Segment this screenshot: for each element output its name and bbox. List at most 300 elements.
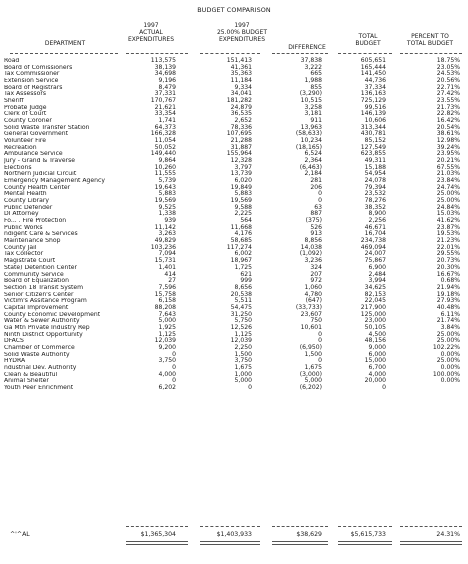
department-name: Ambulance Service	[4, 151, 63, 158]
total-budget: 125,000	[360, 310, 386, 318]
department-name: Senior Citizen's Center	[4, 291, 74, 298]
actual-expenditures: 12,039	[154, 337, 176, 345]
department-name: Clerk of Court	[4, 111, 47, 118]
total-budget: 6,700	[368, 363, 386, 371]
header-total-budget: TOTAL BUDGET	[355, 33, 381, 47]
budget-expenditures: 18,967	[230, 257, 252, 265]
percent-to-total: 23.05%	[436, 63, 460, 71]
actual-expenditures: 0	[172, 377, 176, 385]
table-row	[0, 385, 468, 392]
difference: 1,500	[304, 350, 322, 358]
actual-expenditures: 21,621	[154, 103, 176, 111]
department-name: Board of Registrars	[4, 84, 63, 91]
double-rule-budget	[200, 541, 260, 545]
header-rule-budget	[200, 53, 260, 54]
actual-expenditures: 10,260	[154, 163, 176, 171]
percent-to-total: 0.00%	[440, 377, 460, 385]
difference: (3,000)	[299, 370, 322, 378]
difference: 23,607	[300, 310, 322, 318]
budget-expenditures: 1,725	[234, 263, 252, 271]
budget-expenditures: 12,328	[230, 157, 252, 165]
actual-expenditures: 15,731	[154, 257, 176, 265]
difference: 281	[310, 177, 322, 185]
percent-to-total: 16.42%	[436, 117, 460, 125]
difference: 750	[310, 317, 322, 325]
actual-expenditures: 7,094	[158, 250, 176, 258]
totals-rule-actual	[126, 526, 188, 527]
budget-expenditures: 6,002	[234, 250, 252, 258]
total-budget: 217,900	[360, 303, 386, 311]
total-budget: 99,516	[364, 103, 386, 111]
difference: 665	[310, 70, 322, 78]
table-row	[0, 185, 468, 192]
actual-expenditures: 33,354	[154, 110, 176, 118]
totals-budget: $1,403,933	[216, 531, 252, 538]
percent-to-total: 27.42%	[436, 90, 460, 98]
table-row	[0, 352, 468, 359]
total-budget: 15,188	[364, 163, 386, 171]
percent-to-total: 0.68%	[440, 277, 460, 285]
actual-expenditures: 1,125	[158, 330, 176, 338]
table-row	[0, 365, 468, 372]
total-budget: 46,671	[364, 223, 386, 231]
budget-expenditures: 12,526	[230, 323, 252, 331]
difference: 206	[310, 183, 322, 191]
percent-to-total: 20.54%	[436, 123, 460, 131]
budget-expenditures: 1,500	[234, 350, 252, 358]
department-name: Community Service	[4, 271, 64, 278]
header-difference: DIFFERENCE	[288, 44, 326, 51]
total-budget: 34,625	[364, 283, 386, 291]
percent-to-total: 39.24%	[436, 143, 460, 151]
actual-expenditures: 11,142	[154, 223, 176, 231]
total-budget: 23,532	[364, 190, 386, 198]
total-budget: 38,352	[364, 203, 386, 211]
department-name: Elections	[4, 164, 32, 171]
total-budget: 23,000	[364, 317, 386, 325]
actual-expenditures: 149,440	[150, 150, 176, 158]
actual-expenditures: 5,739	[158, 177, 176, 185]
budget-expenditures: 5,750	[234, 317, 252, 325]
department-name: Water & Sewer Authority	[4, 318, 80, 325]
actual-expenditures: 170,767	[150, 97, 176, 105]
difference: (6,950)	[299, 343, 322, 351]
difference: 8,856	[304, 237, 322, 245]
department-name: Maintenance Shop	[4, 238, 61, 245]
department-name: Tax Commissioner	[4, 71, 60, 78]
actual-expenditures: 34,698	[154, 70, 176, 78]
budget-expenditures: 117,274	[226, 243, 252, 251]
budget-expenditures: 12,039	[230, 337, 252, 345]
difference: 2,184	[304, 170, 322, 178]
percent-to-total: 23.55%	[436, 97, 460, 105]
table-row	[0, 111, 468, 118]
budget-expenditures: 5,883	[234, 190, 252, 198]
actual-expenditures: 103,236	[150, 243, 176, 251]
actual-expenditures: 3,263	[158, 230, 176, 238]
actual-expenditures: 414	[164, 270, 176, 278]
budget-expenditures: 36,535	[230, 110, 252, 118]
actual-expenditures: 9,864	[158, 157, 176, 165]
budget-expenditures: 5,511	[234, 297, 252, 305]
budget-expenditures: 1,675	[234, 363, 252, 371]
department-name: Probate Judge	[4, 104, 47, 111]
difference: 887	[310, 210, 322, 218]
difference: 324	[310, 263, 322, 271]
actual-expenditures: 0	[172, 363, 176, 371]
actual-expenditures: 9,200	[158, 343, 176, 351]
table-row	[0, 245, 468, 252]
header-rule-actual	[126, 53, 188, 54]
actual-expenditures: 8,479	[158, 83, 176, 91]
total-budget: 141,450	[360, 70, 386, 78]
budget-expenditures: 31,887	[230, 143, 252, 151]
percent-to-total: 25.00%	[436, 197, 460, 205]
percent-to-total: 20.21%	[436, 157, 460, 165]
total-budget: 6,900	[368, 263, 386, 271]
budget-expenditures: 11,184	[230, 77, 252, 85]
header-budget-expenditures: 1997 25.00% BUDGET EXPENDITURES	[216, 22, 268, 43]
percent-to-total: 18.75%	[436, 57, 460, 64]
department-name: Public Works	[4, 224, 43, 231]
percent-to-total: 21.23%	[436, 237, 460, 245]
total-budget: 9,000	[368, 343, 386, 351]
totals-actual: $1,365,304	[140, 531, 176, 538]
department-name: Chamber of Commerce	[4, 344, 75, 351]
department-name: Extension Service	[4, 78, 59, 85]
total-budget: 313,344	[360, 123, 386, 131]
difference: 913	[310, 230, 322, 238]
actual-expenditures: 11,555	[154, 170, 176, 178]
total-budget: 8,900	[368, 210, 386, 218]
total-budget: 127,549	[360, 143, 386, 151]
difference: 3,236	[304, 257, 322, 265]
actual-expenditures: 1,925	[158, 323, 176, 331]
difference: 10,515	[300, 97, 322, 105]
percent-to-total: 25.00%	[436, 337, 460, 345]
difference: (1,092)	[299, 250, 322, 258]
budget-expenditures: 621	[240, 270, 252, 278]
percent-to-total: 21.73%	[436, 103, 460, 111]
department-name: DFACS	[4, 338, 24, 345]
department-name: County Library	[4, 198, 49, 205]
percent-to-total: 20.73%	[436, 257, 460, 265]
actual-expenditures: 38,139	[154, 63, 176, 71]
percent-to-total: 19.18%	[436, 290, 460, 298]
double-rule-total	[338, 541, 392, 545]
budget-expenditures: 1,125	[234, 330, 252, 338]
total-budget: 54,954	[364, 170, 386, 178]
difference: 1,988	[304, 77, 322, 85]
percent-to-total: 6.11%	[440, 310, 460, 318]
document-title: BUDGET COMPARISON	[197, 6, 271, 14]
table-row	[0, 325, 468, 332]
percent-to-total: 22.71%	[436, 83, 460, 91]
department-name: Public Defender	[4, 204, 53, 211]
budget-table-body	[0, 58, 468, 392]
total-budget: 50,105	[364, 323, 386, 331]
total-budget: 20,000	[364, 377, 386, 385]
total-budget: 0	[382, 383, 386, 391]
department-name: County Coroner	[4, 118, 52, 125]
actual-expenditures: 5,000	[158, 317, 176, 325]
table-row	[0, 198, 468, 205]
difference: 10,601	[300, 323, 322, 331]
difference: 37,838	[300, 57, 322, 64]
department-name: Ga Mtn Private Industry Rep	[4, 324, 90, 331]
header-rule-total	[338, 53, 392, 54]
department-name: Tax Assessors	[4, 91, 47, 98]
difference: 911	[310, 117, 322, 125]
percent-to-total: 12.98%	[436, 137, 460, 145]
difference: 855	[310, 83, 322, 91]
total-budget: 136,163	[360, 90, 386, 98]
difference: (6,202)	[299, 383, 322, 391]
total-budget: 430,781	[360, 130, 386, 138]
actual-expenditures: 37,331	[154, 90, 176, 98]
department-name: Capital Improvement	[4, 304, 69, 311]
department-name: Tax Collector	[4, 251, 44, 258]
total-budget: 4,000	[368, 370, 386, 378]
table-row	[0, 345, 468, 352]
total-budget: 44,736	[364, 77, 386, 85]
difference: 207	[310, 270, 322, 278]
budget-expenditures: 9,334	[234, 83, 252, 91]
total-budget: 165,444	[360, 63, 386, 71]
department-name: Emergency Management Agency	[4, 178, 105, 185]
table-row	[0, 292, 468, 299]
totals-rule-difference	[272, 526, 328, 527]
actual-expenditures: 113,575	[150, 57, 176, 64]
table-row	[0, 312, 468, 319]
difference: 0	[318, 197, 322, 205]
department-name: Jury - Grand & Traverse	[4, 158, 76, 165]
difference: (6,463)	[299, 163, 322, 171]
total-budget: 16,704	[364, 230, 386, 238]
percent-to-total: 21.94%	[436, 283, 460, 291]
total-budget: 623,855	[360, 150, 386, 158]
percent-to-total: 21.74%	[436, 317, 460, 325]
actual-expenditures: 166,328	[150, 130, 176, 138]
budget-expenditures: 19,849	[230, 183, 252, 191]
actual-expenditures: 6,202	[158, 383, 176, 391]
percent-to-total: 20.56%	[436, 77, 460, 85]
actual-expenditures: 9,525	[158, 203, 176, 211]
budget-expenditures: 2,250	[234, 343, 252, 351]
actual-expenditures: 88,208	[154, 303, 176, 311]
budget-expenditures: 564	[240, 217, 252, 225]
actual-expenditures: 3,750	[158, 357, 176, 365]
department-name: Volunteer Fire	[4, 138, 47, 145]
percent-to-total: 27.93%	[436, 297, 460, 305]
actual-expenditures: 15,758	[154, 290, 176, 298]
actual-expenditures: 6,158	[158, 297, 176, 305]
total-budget: 85,152	[364, 137, 386, 145]
percent-to-total: 0.00%	[440, 350, 460, 358]
department-name: ndigent Care & Services	[4, 231, 78, 238]
actual-expenditures: 7,596	[158, 283, 176, 291]
totals-row	[0, 530, 468, 540]
budget-expenditures: 41,361	[230, 63, 252, 71]
budget-expenditures: 3,797	[234, 163, 252, 171]
department-name: County Jail	[4, 244, 37, 251]
total-budget: 4,500	[368, 330, 386, 338]
actual-expenditures: 11,054	[154, 137, 176, 145]
percent-to-total: 23.84%	[436, 177, 460, 185]
difference: 0	[318, 330, 322, 338]
department-name: County Economic Development	[4, 311, 101, 318]
department-name: Clean & Beautiful	[4, 371, 58, 378]
budget-expenditures: 5,000	[234, 377, 252, 385]
difference: 2,364	[304, 157, 322, 165]
total-budget: 24,078	[364, 177, 386, 185]
difference: (375)	[305, 217, 322, 225]
total-budget: 82,153	[364, 290, 386, 298]
total-budget: 6,000	[368, 350, 386, 358]
total-budget: 3,994	[368, 277, 386, 285]
budget-expenditures: 11,668	[230, 223, 252, 231]
department-name: State) Detention Center	[4, 264, 78, 271]
actual-expenditures: 4,000	[158, 370, 176, 378]
totals-total-budget: $5,615,733	[350, 531, 386, 538]
budget-expenditures: 151,413	[226, 57, 252, 64]
budget-expenditures: 34,041	[230, 90, 252, 98]
table-row	[0, 372, 468, 379]
percent-to-total: 67.55%	[436, 163, 460, 171]
budget-expenditures: 21,288	[230, 137, 252, 145]
difference: 0	[318, 357, 322, 365]
budget-expenditures: 8,656	[234, 283, 252, 291]
table-row	[0, 78, 468, 85]
budget-expenditures: 1,000	[234, 370, 252, 378]
totals-rule-budget	[200, 526, 260, 527]
total-budget: 2,484	[368, 270, 386, 278]
difference: 3,222	[304, 63, 322, 71]
total-budget: 10,606	[364, 117, 386, 125]
actual-expenditures: 19,569	[154, 197, 176, 205]
total-budget: 49,311	[364, 157, 386, 165]
percent-to-total: 24.74%	[436, 183, 460, 191]
percent-to-total: 21.03%	[436, 170, 460, 178]
budget-expenditures: 13,739	[230, 170, 252, 178]
total-budget: 22,045	[364, 297, 386, 305]
percent-to-total: 22.82%	[436, 110, 460, 118]
actual-expenditures: 64,373	[154, 123, 176, 131]
department-name: Solid Waste Authority	[4, 351, 70, 358]
actual-expenditures: 1,401	[158, 263, 176, 271]
table-row	[0, 205, 468, 212]
budget-expenditures: 6,020	[234, 177, 252, 185]
percent-to-total: 25.00%	[436, 190, 460, 198]
header-actual-expenditures: 1997 ACTUAL EXPENDITURES	[127, 22, 174, 43]
table-row	[0, 158, 468, 165]
budget-expenditures: 999	[240, 277, 252, 285]
difference: (33,733)	[295, 303, 322, 311]
header-percent-to-total: PERCENT TO TOTAL BUDGET	[406, 33, 454, 47]
header-rule-department	[10, 53, 118, 54]
department-name: Youth Peer Enrichment	[4, 384, 74, 391]
department-name: Sheriff	[4, 98, 24, 105]
difference: (58,633)	[295, 130, 322, 138]
table-row	[0, 265, 468, 272]
department-name: Fo... . Fire Protection	[4, 218, 67, 225]
department-name: Magistrate Court	[4, 258, 56, 265]
header-rule-difference	[272, 53, 328, 54]
header-department: DEPARTMENT	[44, 40, 86, 47]
percent-to-total: 40.48%	[436, 303, 460, 311]
percent-to-total: 16.67%	[436, 270, 460, 278]
department-name: General Government	[4, 131, 68, 138]
department-name: Board of Comissioners	[4, 64, 73, 71]
total-budget: 146,139	[360, 110, 386, 118]
table-row	[0, 378, 468, 385]
difference: 0	[318, 337, 322, 345]
difference: 63	[314, 203, 322, 211]
percent-to-total: 0.00%	[440, 363, 460, 371]
total-budget: 75,867	[364, 257, 386, 265]
difference: (3,290)	[299, 90, 322, 98]
total-budget: 605,651	[360, 57, 386, 64]
difference: 1,060	[304, 283, 322, 291]
budget-expenditures: 2,225	[234, 210, 252, 218]
table-row	[0, 171, 468, 178]
budget-expenditures: 54,475	[230, 303, 252, 311]
difference: 4,780	[304, 290, 322, 298]
total-budget: 37,334	[364, 83, 386, 91]
actual-expenditures: 1,741	[158, 117, 176, 125]
total-budget: 78,276	[364, 197, 386, 205]
department-name: Section 18 Transit System	[4, 284, 84, 291]
difference: 13,963	[300, 123, 322, 131]
actual-expenditures: 9,196	[158, 77, 176, 85]
difference: (18,165)	[295, 143, 322, 151]
total-budget: 234,738	[360, 237, 386, 245]
department-name: Recreation	[4, 144, 37, 151]
budget-expenditures: 31,250	[230, 310, 252, 318]
percent-to-total: 23.87%	[436, 223, 460, 231]
department-name: Animal Shelter	[4, 378, 49, 385]
budget-expenditures: 20,538	[230, 290, 252, 298]
table-row	[0, 211, 468, 218]
difference: 972	[310, 277, 322, 285]
total-budget: 15,000	[364, 357, 386, 365]
budget-expenditures: 24,879	[230, 103, 252, 111]
table-row	[0, 358, 468, 365]
difference: 1,675	[304, 363, 322, 371]
totals-rule-total	[338, 526, 392, 527]
difference: 3,258	[304, 103, 322, 111]
budget-expenditures: 19,569	[230, 197, 252, 205]
total-budget: 24,007	[364, 250, 386, 258]
table-row	[0, 225, 468, 232]
header-rule-percent	[400, 53, 462, 54]
percent-to-total: 25.00%	[436, 330, 460, 338]
percent-to-total: 24.84%	[436, 203, 460, 211]
department-name: Ninth District Opportunity	[4, 331, 83, 338]
department-name: Solid Waste Transfer Station	[4, 124, 90, 131]
total-budget: 48,156	[364, 337, 386, 345]
department-name: County Health Center	[4, 184, 71, 191]
budget-expenditures: 58,685	[230, 237, 252, 245]
total-budget: 725,129	[360, 97, 386, 105]
budget-expenditures: 9,588	[234, 203, 252, 211]
actual-expenditures: 50,052	[154, 143, 176, 151]
totals-difference: $38,629	[296, 531, 322, 538]
totals-rule-percent	[400, 526, 462, 527]
percent-to-total: 100.00%	[432, 370, 460, 378]
difference: 3,181	[304, 110, 322, 118]
budget-expenditures: 181,282	[226, 97, 252, 105]
